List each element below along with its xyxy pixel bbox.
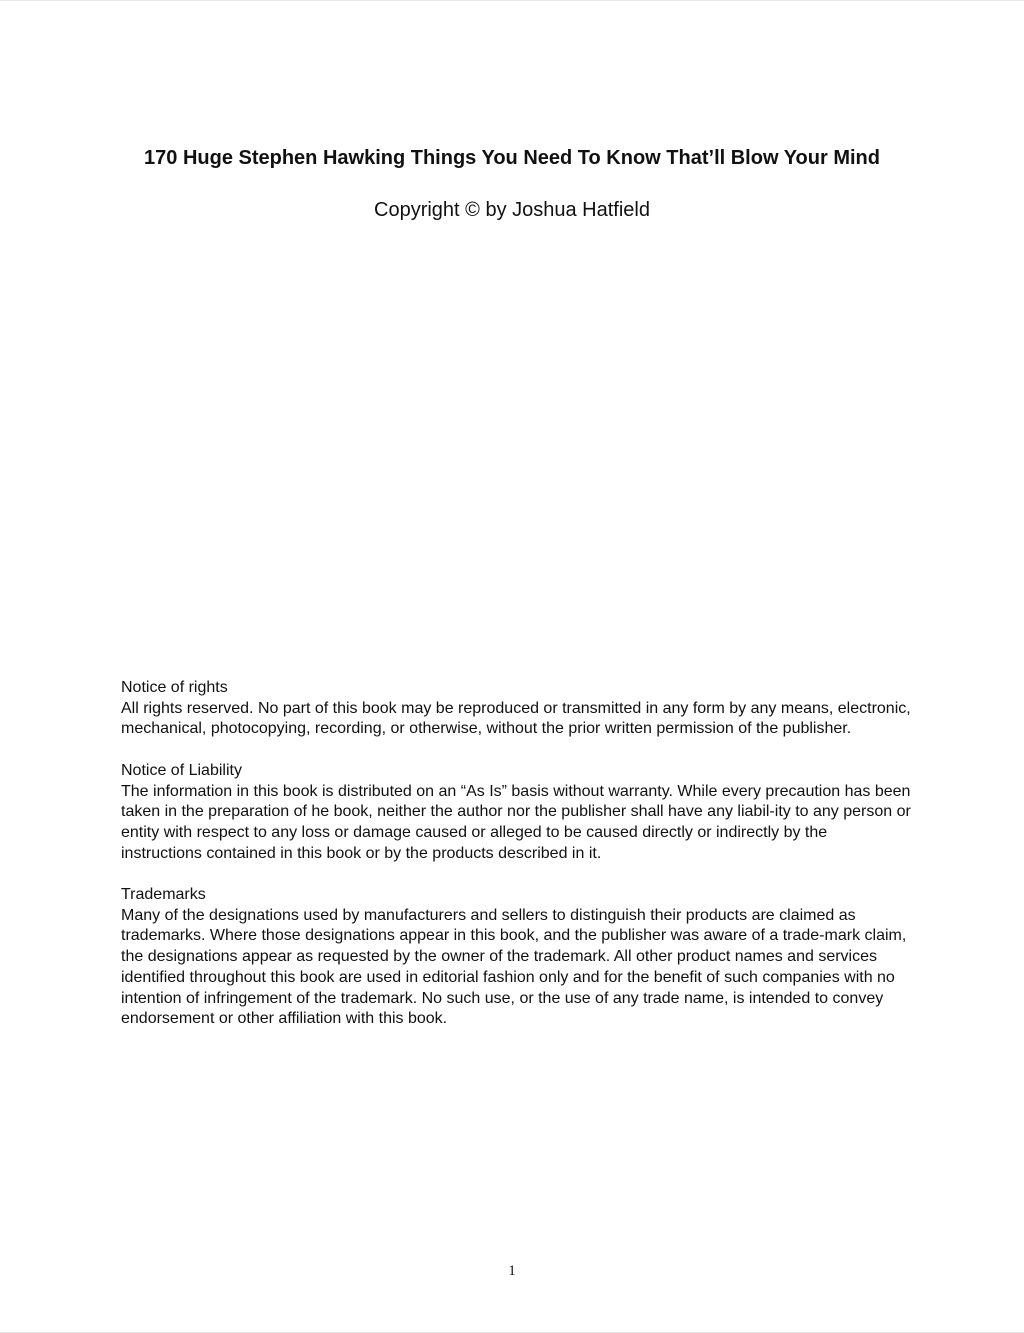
- notice-of-rights-section: [121, 678, 911, 740]
- notice-of-liability-section: [121, 761, 911, 865]
- book-title: 170 Huge Stephen Hawking Things You Need To Know That’ll Blow Your Mind: [144, 147, 880, 169]
- legal-notices: [121, 678, 911, 1051]
- section-body: Many of the designations used by manufacturers and sellers to distinguish their products are claimed as trademarks. Where those designations appear in this book, and the publisher was aware of a trade-mark claim, the designations appear as requested by the owner of the trademark. All other product names and services identified throughout this book are used in editorial fashion only and for the benefit of such companies with no intention of infringement of the trademark. No such use, or the use of any trade name, is intended to convey endorsement or other affiliation with this book.: [121, 906, 907, 1028]
- section-body: The information in this book is distributed on an “As Is” basis without warranty. While every precaution has been taken in the preparation of he book, neither the author nor the publisher shall have any liabil-ity to any person or entity with respect to any loss or damage caused or alleged to be caused directly or indirectly by the instructions contained in this book or by the products described in it.: [121, 782, 911, 862]
- section-heading: Trademarks: [121, 886, 206, 903]
- page-number: 1: [508, 1263, 516, 1279]
- section-heading: Notice of Liability: [121, 761, 242, 779]
- section-heading: Notice of rights: [121, 679, 228, 696]
- copyright-line: Copyright © by Joshua Hatfield: [374, 199, 650, 221]
- section-body: All rights reserved. No part of this book may be reproduced or transmitted in any form by any means, electronic, mechanical, photocopying, recording, or otherwise, without the prior written permission of the publisher.: [121, 699, 911, 738]
- trademarks-section: [121, 885, 911, 1030]
